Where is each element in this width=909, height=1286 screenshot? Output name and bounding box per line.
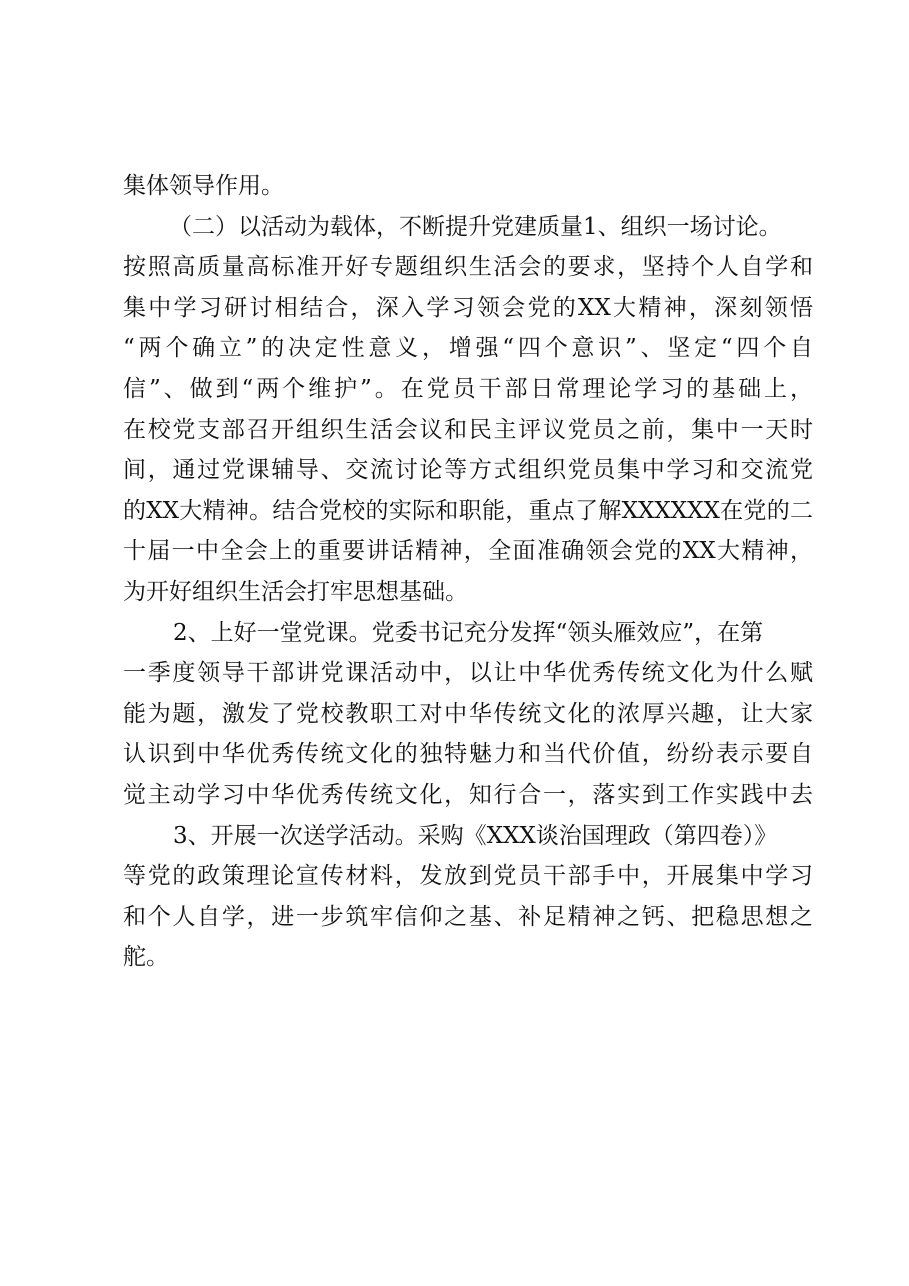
- paragraph-line: 2、上好一堂党课。党委书记充分发挥“领头雁效应”，在第: [173, 619, 764, 646]
- paragraph-line: 和个人自学，进一步筑牢信仰之基、补足精神之钙、把稳思想之: [123, 903, 813, 930]
- paragraph-line: 为开好组织生活会打牢思想基础。: [123, 578, 468, 605]
- paragraph-line: 间，通过党课辅导、交流讨论等方式组织党员集中学习和交流党: [123, 457, 813, 484]
- paragraph-line: “两个确立”的决定性意义，增强“四个意识”、坚定“四个自: [123, 335, 813, 362]
- paragraph-line: 的XX大精神。结合党校的实际和职能，重点了解XXXXXX在党的二: [123, 497, 813, 524]
- paragraph-line: 十届一中全会上的重要讲话精神，全面准确领会党的XX大精神，: [123, 538, 813, 565]
- paragraph-line: 舵。: [123, 944, 169, 971]
- paragraph-line: 在校党支部召开组织生活会议和民主评议党员之前，集中一天时: [123, 416, 813, 443]
- section-heading-line: （二）以活动为载体，不断提升党建质量1、组织一场讨论。: [169, 213, 782, 240]
- paragraph-line: 能为题，激发了党校教职工对中华传统文化的浓厚兴趣，让大家: [123, 700, 813, 727]
- paragraph-line: 集中学习研讨相结合，深入学习领会党的XX大精神，深刻领悟: [123, 294, 813, 321]
- paragraph-line: 按照高质量高标准开好专题组织生活会的要求，坚持个人自学和: [123, 254, 813, 281]
- paragraph-line: 3、开展一次送学活动。采购《XXX谈治国理政（第四卷）》: [173, 822, 778, 849]
- paragraph-line: 一季度领导干部讲党课活动中，以让中华优秀传统文化为什么赋: [123, 660, 813, 687]
- document-body: [123, 166, 813, 978]
- paragraph-line: 信”、做到“两个维护”。在党员干部日常理论学习的基础上，: [123, 375, 813, 402]
- paragraph-line: 觉主动学习中华优秀传统文化，知行合一，落实到工作实践中去: [123, 781, 813, 808]
- paragraph-line: 集体领导作用。: [123, 173, 284, 199]
- paragraph-line: 认识到中华优秀传统文化的独特魅力和当代价值，纷纷表示要自: [123, 741, 813, 768]
- paragraph-line: 等党的政策理论宣传材料，发放到党员干部手中，开展集中学习: [123, 863, 813, 890]
